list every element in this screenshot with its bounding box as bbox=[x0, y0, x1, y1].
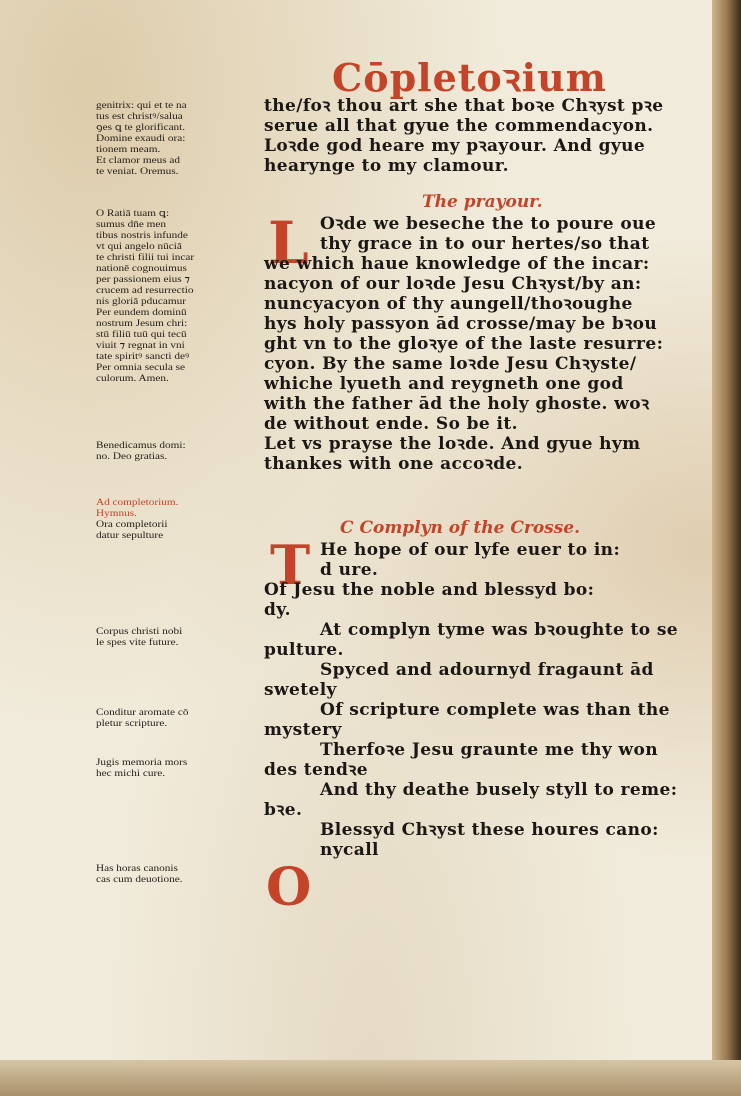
text-line: no. Deo gratias. bbox=[96, 451, 168, 461]
text-line: Loꝛde god heare my pꝛayour. And gyue bbox=[264, 136, 646, 156]
complyn-initial: T bbox=[270, 533, 311, 597]
text-line: Corpus christi nobi bbox=[96, 626, 183, 636]
text-line: sumus dn̄e men bbox=[96, 219, 166, 229]
text-line: nis gloriā pducamur bbox=[96, 296, 186, 306]
text-line: At complyn tyme was bꝛoughte to se bbox=[320, 620, 679, 640]
text-line: cyon. By the same loꝛde Jesu Chꝛyste/ bbox=[264, 354, 637, 374]
prayer-initial: L bbox=[268, 209, 309, 277]
text-line: d ure. bbox=[320, 560, 379, 580]
margin-gloss-4 bbox=[96, 497, 264, 541]
text-line: He hope of our lyfe euer to in: bbox=[320, 540, 621, 560]
text-line: ght vn to the gloꝛye of the laste resurre: bbox=[264, 334, 664, 354]
complyn-title bbox=[340, 516, 580, 540]
text-line: nacyon of our loꝛde Jesu Chꝛyst/by an: bbox=[264, 274, 642, 294]
text-line: dy. bbox=[264, 600, 291, 620]
text-line: Ora completorii bbox=[96, 519, 168, 529]
text-line: cas cum deuotione. bbox=[96, 874, 183, 884]
page-heading: Cōpletoꝛium bbox=[332, 55, 607, 100]
text-line: And thy deathe busely styll to reme: bbox=[320, 780, 678, 800]
page-bottom-edge bbox=[0, 1060, 741, 1096]
text-line: thankes with one accoꝛde. bbox=[264, 454, 524, 474]
text-line: te veniat. Oremus. bbox=[96, 166, 179, 176]
text-line: tibus nostris infunde bbox=[96, 230, 188, 240]
text-line: nycall bbox=[320, 840, 379, 860]
text-line: ꝯes ꝗ te glorificant. bbox=[96, 122, 186, 132]
page-edge-shadow bbox=[712, 0, 741, 1096]
text-line: Et clamor meus ad bbox=[96, 155, 181, 165]
text-line: Jugis memoria mors bbox=[96, 757, 188, 767]
text-line: pletur scripture. bbox=[96, 718, 168, 728]
text-line: datur sepulture bbox=[96, 530, 164, 540]
text-line: Has horas canonis bbox=[96, 863, 178, 873]
margin-gloss-6 bbox=[96, 707, 264, 729]
text-line: with the father ād the holy ghoste. woꝛ bbox=[264, 394, 650, 414]
text-line: tionem meam. bbox=[96, 144, 161, 154]
text-line: tus est christꝰ/salua bbox=[96, 111, 183, 121]
text-line: Of Jesu the noble and blessyd bo: bbox=[264, 580, 595, 600]
margin-gloss-1 bbox=[96, 100, 264, 177]
text-line: per passionem eius ⁊ bbox=[96, 274, 191, 284]
text-line: Hymnus. bbox=[96, 508, 137, 518]
margin-gloss-7 bbox=[96, 757, 264, 779]
pilcrow-mark: C bbox=[340, 518, 354, 538]
text-line: Conditur aromate cō bbox=[96, 707, 189, 717]
text-line: we which haue knowledge of the incar: bbox=[264, 254, 650, 274]
text-line: Ad completorium. bbox=[96, 497, 179, 507]
text-line: vt qui angelo nūciā bbox=[96, 241, 182, 251]
text-line: culorum. Amen. bbox=[96, 373, 169, 383]
text-line: de without ende. So be it. bbox=[264, 414, 518, 434]
text-line: serue all that gyue the commendacyon. bbox=[264, 116, 654, 136]
margin-gloss-2 bbox=[96, 208, 264, 384]
text-line: thy grace in to our hertes/so that bbox=[320, 234, 650, 254]
text-line: O Ratiā tuam ꝗ: bbox=[96, 208, 170, 218]
text-line: des tendꝛe bbox=[264, 760, 368, 780]
text-line: crucem ad resurrectio bbox=[96, 285, 194, 295]
text-line: Spyced and adournyd fragaunt ād bbox=[320, 660, 654, 680]
text-line: Oꝛde we beseche the to poure oue bbox=[320, 214, 657, 234]
main-text-opening bbox=[264, 96, 690, 176]
text-line: nationē cognouimus bbox=[96, 263, 187, 273]
text-line: genitrix: qui et te na bbox=[96, 100, 187, 110]
text-line: nostrum Jesum chri: bbox=[96, 318, 188, 328]
text-line: Let vs prayse the loꝛde. And gyue hym bbox=[264, 434, 641, 454]
text-line: te christi filii tui incar bbox=[96, 252, 195, 262]
text-line: the/foꝛ thou art she that boꝛe Chꝛyst pꝛe bbox=[264, 96, 664, 116]
text-line: bꝛe. bbox=[264, 800, 303, 820]
text-line: mystery bbox=[264, 720, 342, 740]
text-line: Per omnia secula se bbox=[96, 362, 186, 372]
margin-gloss-8 bbox=[96, 863, 264, 885]
complyn-title-text: Complyn of the Crosse. bbox=[359, 518, 581, 538]
text-line: tate spiritꝰ sancti deꝰ bbox=[96, 351, 190, 361]
prayer-text bbox=[264, 209, 690, 474]
text-line: whiche lyueth and reygneth one god bbox=[264, 374, 624, 394]
prayer-title: The prayour. bbox=[422, 192, 543, 212]
final-initial: O bbox=[266, 857, 312, 918]
text-line: Benedicamus domi: bbox=[96, 440, 186, 450]
text-line: Per eundem dominū bbox=[96, 307, 187, 317]
text-line: pulture. bbox=[264, 640, 344, 660]
text-line: viuit ⁊ regnat in vni bbox=[96, 340, 185, 350]
complyn-text bbox=[264, 533, 690, 860]
text-line: Blessyd Chꝛyst these houres cano: bbox=[320, 820, 659, 840]
text-line: nuncyacyon of thy aungell/thoꝛoughe bbox=[264, 294, 633, 314]
text-line: hec michi cure. bbox=[96, 768, 166, 778]
text-line: Of scripture complete was than the bbox=[320, 700, 670, 720]
margin-gloss-5 bbox=[96, 626, 264, 648]
text-line: swetely bbox=[264, 680, 337, 700]
text-line: hearynge to my clamour. bbox=[264, 156, 509, 176]
text-line: le spes vite future. bbox=[96, 637, 179, 647]
text-line: stū filiū tuū qui tecū bbox=[96, 329, 187, 339]
text-line: Therfoꝛe Jesu graunte me thy won bbox=[320, 740, 658, 760]
margin-gloss-3 bbox=[96, 440, 264, 462]
text-line: hys holy passyon ād crosse/may be bꝛou bbox=[264, 314, 658, 334]
text-line: Domine exaudi ora: bbox=[96, 133, 186, 143]
